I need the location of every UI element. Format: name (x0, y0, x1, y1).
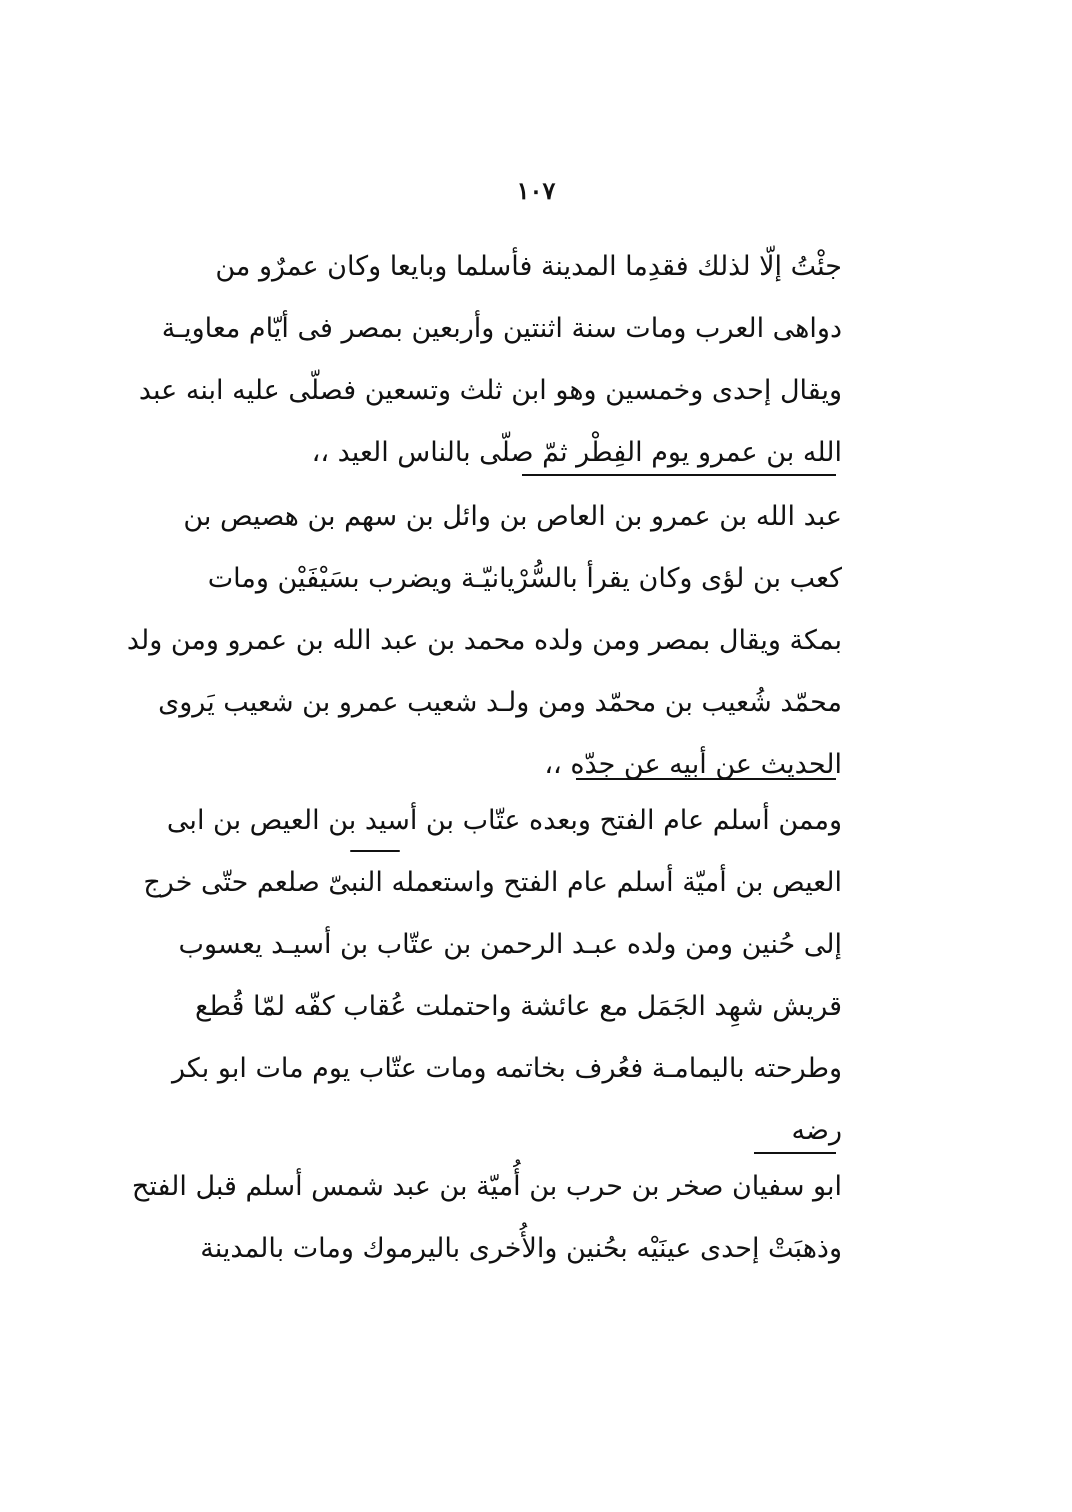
section-divider (576, 778, 836, 780)
text-line: قريش شهِد الجَمَل مع عائشة واحتملت عُقاب كفّه لمّا قُطع (194, 991, 842, 1022)
paragraph-4 (131, 1156, 842, 1280)
abbreviation-overline (350, 850, 400, 852)
paragraph-1 (138, 236, 842, 484)
text-line: محمّد شُعيب بن محمّد ومن ولـد شعيب عمرو بن شعيب يَروى (158, 687, 842, 718)
text-line: دواهى العرب ومات سنة اثنتين وأربعين بمصر فى أيّام معاويـة (161, 313, 842, 344)
text-line: وممن أسلم عام الفتح وبعده عتّاب بن أسيد بن العيص بن ابى (166, 805, 842, 836)
text-line: وطرحته باليمامـة فعُرف بخاتمه ومات عتّاب يوم مات ابو بكر (172, 1053, 842, 1084)
section-divider (522, 474, 836, 476)
text-line: الحديث عن أبيه عن جدّه ،، (544, 749, 842, 780)
text-line: عبد الله بن عمرو بن العاص بن وائل بن سهم بن هصيص بن (183, 501, 842, 532)
page-number: ١٠٧ (516, 176, 556, 205)
text-line: إلى حُنين ومن ولده عبـد الرحمن بن عتّاب بن أسيـد يعسوب (178, 929, 842, 960)
section-divider (754, 1152, 836, 1154)
text-line: وذهبَتْ إحدى عينَيْه بحُنين والأُخرى باليرموك ومات بالمدينة (200, 1233, 842, 1264)
text-line: العيص بن أميّة أسلم عام الفتح واستعمله النبىّ صلعم حتّى خرج (143, 867, 842, 898)
text-line: رضه (791, 1115, 842, 1146)
text-line: بمكة ويقال بمصر ومن ولده محمد بن عبد الله بن عمرو ومن ولد (126, 625, 842, 656)
text-line: ويقال إحدى وخمسين وهو ابن ثلث وتسعين فصلّى عليه ابنه عبد (138, 375, 842, 406)
paragraph-3 (143, 790, 842, 1162)
paragraph-2 (126, 486, 842, 796)
text-line: جئْتُ إلّا لذلك فقدِما المدينة فأسلما وبايعا وكان عمرٌو من (215, 251, 842, 282)
text-line: ابو سفيان صخر بن حرب بن أُميّة بن عبد شمس أسلم قبل الفتح (131, 1171, 842, 1202)
text-line: الله بن عمرو يوم الفِطْر ثمّ صلّى بالناس العيد ،، (311, 437, 842, 468)
text-line: كعب بن لؤى وكان يقرأ بالسُّرْيانيّـة ويضرب بسَيْفَيْن ومات (207, 563, 842, 594)
